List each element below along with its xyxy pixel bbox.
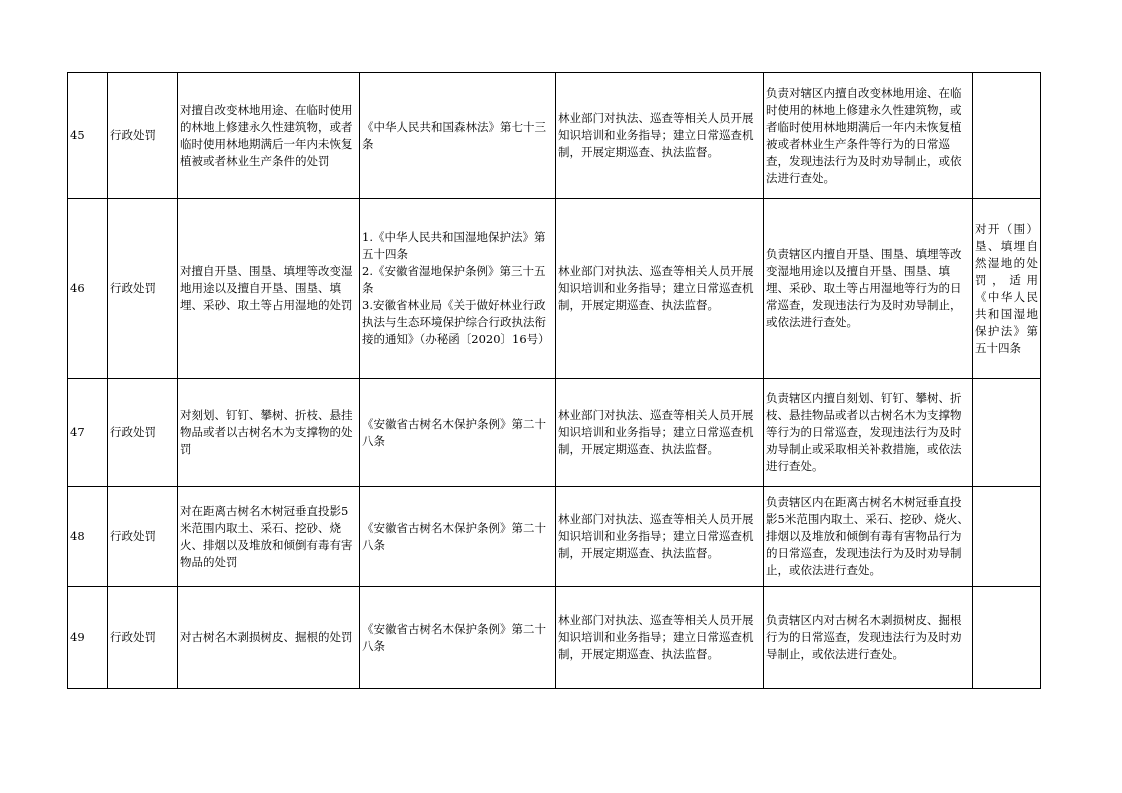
power-type: 行政处罚 xyxy=(108,199,178,379)
row-number: 47 xyxy=(68,379,108,487)
power-type: 行政处罚 xyxy=(108,587,178,689)
town-duty: 负责辖区内对古树名木剥损树皮、掘根行为的日常巡查，发现违法行为及时劝导制止，或依法进行查处。 xyxy=(764,587,973,689)
department-duty: 林业部门对执法、巡查等相关人员开展知识培训和业务指导；建立日常巡查机制，开展定期巡查、执法监督。 xyxy=(556,487,764,587)
table-row xyxy=(68,379,1041,487)
legal-basis: 《安徽省古树名木保护条例》第二十八条 xyxy=(360,379,556,487)
row-number: 46 xyxy=(68,199,108,379)
department-duty: 林业部门对执法、巡查等相关人员开展知识培训和业务指导；建立日常巡查机制，开展定期巡查、执法监督。 xyxy=(556,73,764,199)
power-item: 对擅自开垦、围垦、填埋等改变湿地用途以及擅自开垦、围垦、填埋、采砂、取土等占用湿地的处罚 xyxy=(178,199,360,379)
legal-basis: 《安徽省古树名木保护条例》第二十八条 xyxy=(360,587,556,689)
row-number: 49 xyxy=(68,587,108,689)
department-duty: 林业部门对执法、巡查等相关人员开展知识培训和业务指导；建立日常巡查机制，开展定期巡查、执法监督。 xyxy=(556,199,764,379)
table-row xyxy=(68,73,1041,199)
remarks xyxy=(973,73,1041,199)
legal-basis: 《中华人民共和国森林法》第七十三条 xyxy=(360,73,556,199)
remarks xyxy=(973,587,1041,689)
power-item: 对擅自改变林地用途、在临时使用的林地上修建永久性建筑物，或者临时使用林地期满后一年内未恢复植被或者林业生产条件的处罚 xyxy=(178,73,360,199)
table-row xyxy=(68,487,1041,587)
power-type: 行政处罚 xyxy=(108,379,178,487)
table-row xyxy=(68,587,1041,689)
power-item: 对刻划、钉钉、攀树、折枝、悬挂物品或者以古树名木为支撑物的处罚 xyxy=(178,379,360,487)
legal-basis: 《安徽省古树名木保护条例》第二十八条 xyxy=(360,487,556,587)
responsibility-table xyxy=(67,72,1041,689)
remarks xyxy=(973,379,1041,487)
row-number: 48 xyxy=(68,487,108,587)
department-duty: 林业部门对执法、巡查等相关人员开展知识培训和业务指导；建立日常巡查机制，开展定期巡查、执法监督。 xyxy=(556,587,764,689)
town-duty: 负责辖区内在距离古树名木树冠垂直投影5米范围内取土、采石、挖砂、烧火、排烟以及堆放和倾倒有毒有害物品行为的日常巡查，发现违法行为及时劝导制止，或依法进行查处。 xyxy=(764,487,973,587)
row-number: 45 xyxy=(68,73,108,199)
town-duty: 负责对辖区内擅自改变林地用途、在临时使用的林地上修建永久性建筑物，或者临时使用林地期满后一年内未恢复植被或者林业生产条件等行为的日常巡查，发现违法行为及时劝导制止，或依法进行查处。 xyxy=(764,73,973,199)
power-item: 对在距离古树名木树冠垂直投影5米范围内取土、采石、挖砂、烧火、排烟以及堆放和倾倒有毒有害物品的处罚 xyxy=(178,487,360,587)
town-duty: 负责辖区内擅自刻划、钉钉、攀树、折枝、悬挂物品或者以古树名木为支撑物等行为的日常巡查，发现违法行为及时劝导制止或采取相关补救措施，或依法进行查处。 xyxy=(764,379,973,487)
remarks: 对开（围）垦、填埋自然湿地的处罚，适用《中华人民共和国湿地保护法》第五十四条 xyxy=(973,199,1041,379)
power-item: 对古树名木剥损树皮、掘根的处罚 xyxy=(178,587,360,689)
power-type: 行政处罚 xyxy=(108,487,178,587)
legal-basis: 1.《中华人民共和国湿地保护法》第五十四条 2.《安徽省湿地保护条例》第三十五条 3.安徽省林业局《关于做好林业行政执法与生态环境保护综合行政执法衔接的通知》（办秘函〔2020〕16号） xyxy=(360,199,556,379)
power-type: 行政处罚 xyxy=(108,73,178,199)
department-duty: 林业部门对执法、巡查等相关人员开展知识培训和业务指导；建立日常巡查机制，开展定期巡查、执法监督。 xyxy=(556,379,764,487)
remarks xyxy=(973,487,1041,587)
table-row xyxy=(68,199,1041,379)
town-duty: 负责辖区内擅自开垦、围垦、填埋等改变湿地用途以及擅自开垦、围垦、填埋、采砂、取土等占用湿地等行为的日常巡查，发现违法行为及时劝导制止，或依法进行查处。 xyxy=(764,199,973,379)
